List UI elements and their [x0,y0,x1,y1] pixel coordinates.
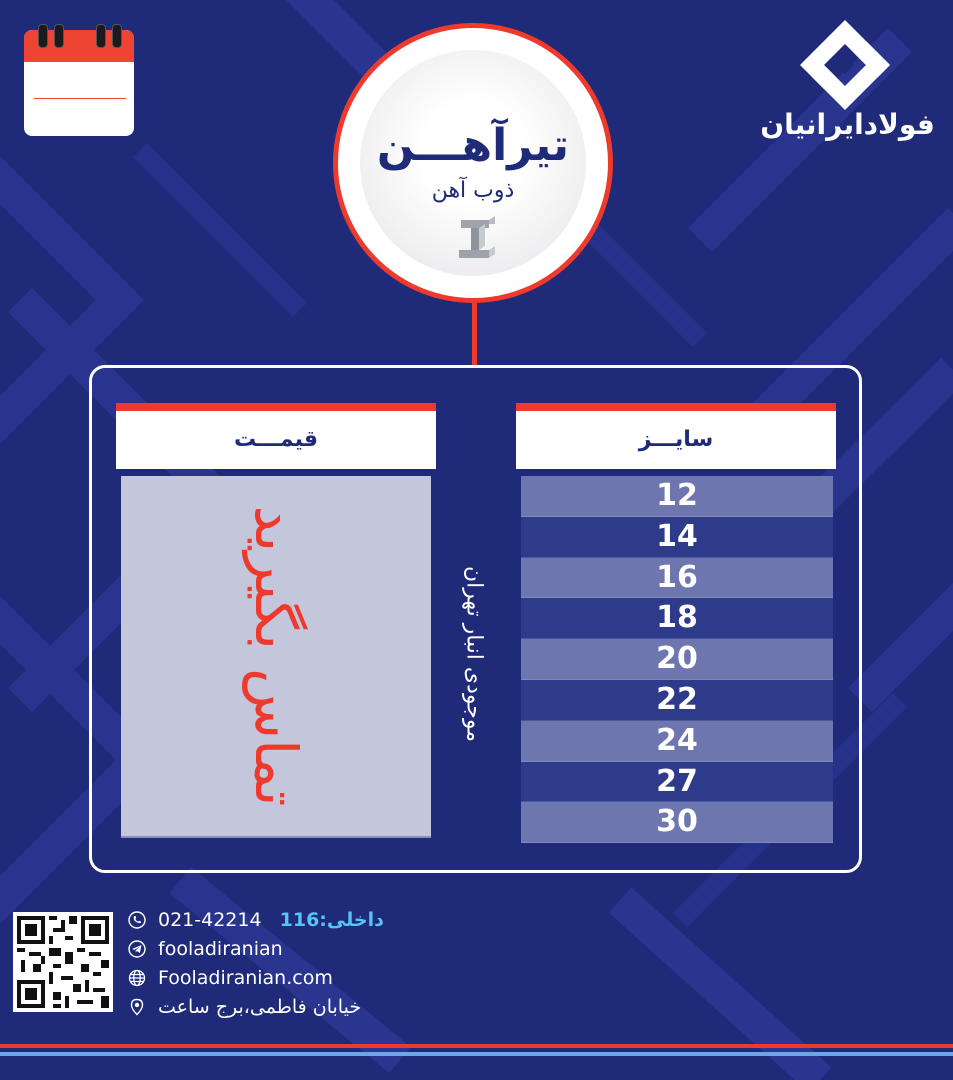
i-beam-icon [455,216,499,262]
address-text: خیابان فاطمی،برج ساعت [158,996,362,1018]
globe-icon [128,969,146,987]
price-contact-text: تماس بگیرید [242,505,310,807]
telegram-handle: fooladiranian [158,938,283,960]
size-row: 16 [521,558,833,599]
size-row: 12 [521,476,833,517]
extension-label: داخلی:116 [279,909,384,931]
footer-stripe-red [0,1044,953,1048]
size-row: 20 [521,639,833,680]
phone-row[interactable] [128,906,428,935]
address-row [128,993,428,1022]
price-cell [121,476,431,838]
size-row: 22 [521,680,833,721]
calendar-icon [24,24,134,136]
qr-code [13,912,113,1012]
phone-icon [128,911,146,929]
product-subtitle: ذوب آهن [431,178,515,203]
size-row: 27 [521,762,833,803]
phone-number: 021-42214 [158,909,262,931]
brand-name: فولادایرانیان [760,108,935,141]
size-row: 18 [521,598,833,639]
size-row: 24 [521,721,833,762]
brand-logo-icon [800,20,890,110]
telegram-icon [128,940,146,958]
size-row: 14 [521,517,833,558]
product-badge [333,23,613,303]
stock-label-text: موجودی انبار تهران [461,566,487,742]
website-link: Fooladiranian.com [158,967,333,989]
size-list [521,476,833,843]
product-title: تیرآهـــن [376,120,570,171]
telegram-row[interactable] [128,935,428,964]
location-icon [128,998,146,1016]
size-header: سایـــز [516,403,836,469]
price-header: قیمـــت [116,403,436,469]
size-row: 30 [521,802,833,843]
brand-logo [760,20,935,145]
footer-stripe-blue [0,1052,953,1056]
connector-line [472,303,477,365]
contact-info [128,906,428,1022]
website-row[interactable] [128,964,428,993]
